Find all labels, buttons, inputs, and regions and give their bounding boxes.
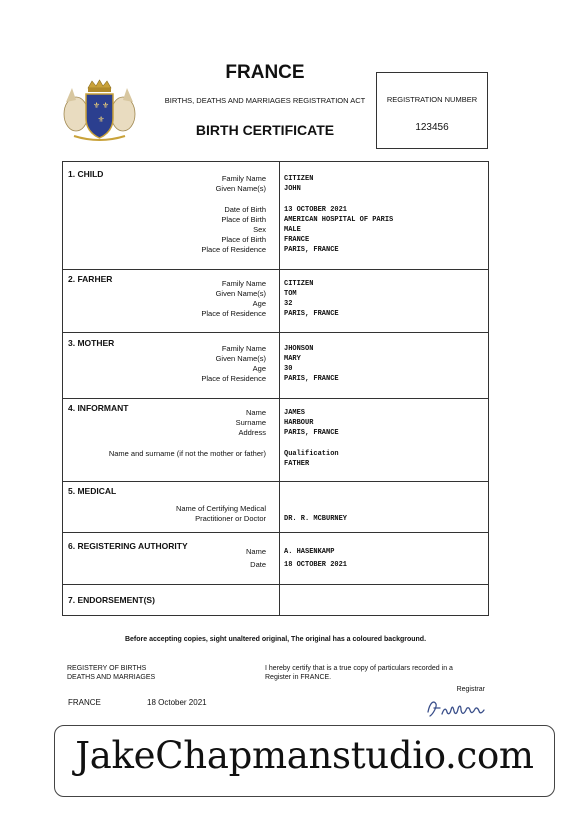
relation-label: Name and surname (if not the mother or father) bbox=[108, 449, 266, 458]
certify-line: I hereby certify that is a true copy of particulars recorded in a bbox=[265, 665, 453, 672]
field-label: Place of Residence bbox=[201, 245, 266, 254]
qualification-label: Qualification bbox=[284, 450, 339, 458]
field-label: Age bbox=[252, 299, 266, 308]
field-value: MALE bbox=[284, 226, 301, 234]
field-label: Place of Residence bbox=[201, 309, 266, 318]
certify-line: Register in FRANCE. bbox=[265, 674, 332, 681]
field-value: PARIS, FRANCE bbox=[284, 246, 339, 254]
field-value: MARY bbox=[284, 355, 301, 363]
field-value: JHONSON bbox=[284, 345, 314, 353]
field-value: JOHN bbox=[284, 185, 301, 193]
row-divider bbox=[63, 481, 488, 482]
field-value: 13 OCTOBER 2021 bbox=[284, 206, 348, 214]
section-informant-heading: 4. INFORMANT bbox=[68, 403, 129, 413]
coat-of-arms-icon bbox=[62, 78, 137, 143]
field-label: Name of Certifying Medical bbox=[175, 504, 266, 513]
field-value: 18 OCTOBER 2021 bbox=[284, 561, 348, 569]
certificate-title: BIRTH CERTIFICATE bbox=[195, 122, 335, 138]
field-label: Surname bbox=[235, 418, 266, 427]
footer-country: FRANCE bbox=[68, 698, 101, 707]
field-value: FRANCE bbox=[284, 236, 310, 244]
field-value: HARBOUR bbox=[284, 419, 314, 427]
registry-line: REGISTERY OF BIRTHS bbox=[67, 665, 147, 672]
qualification-value: FATHER bbox=[284, 460, 310, 468]
section-endorsement-heading: 7. ENDORSEMENT(S) bbox=[68, 595, 155, 605]
field-label: Name bbox=[245, 408, 266, 417]
field-label: Age bbox=[252, 364, 266, 373]
field-label: Place of Residence bbox=[201, 374, 266, 383]
field-value: AMERICAN HOSPITAL OF PARIS bbox=[284, 216, 394, 224]
registration-number-box bbox=[376, 72, 488, 149]
field-label: Family Name bbox=[221, 174, 266, 183]
section-medical-heading: 5. MEDICAL bbox=[68, 486, 117, 496]
field-value: TOM bbox=[284, 290, 297, 298]
row-divider bbox=[63, 269, 488, 270]
field-value: DR. R. MCBURNEY bbox=[284, 515, 348, 523]
row-divider bbox=[63, 532, 488, 533]
field-label: Given Name(s) bbox=[215, 289, 266, 298]
section-child-heading: 1. CHILD bbox=[68, 169, 104, 179]
field-value: A. HASENKAMP bbox=[284, 548, 335, 556]
field-label: Given Name(s) bbox=[215, 354, 266, 363]
svg-text:⚜: ⚜ bbox=[97, 115, 105, 124]
row-divider bbox=[63, 398, 488, 399]
field-label: Practitioner or Doctor bbox=[195, 514, 266, 523]
watermark-banner bbox=[54, 725, 555, 797]
registrar-label: Registrar bbox=[456, 686, 485, 693]
row-divider bbox=[63, 584, 488, 585]
field-label: Name bbox=[245, 547, 266, 556]
certification-block bbox=[265, 664, 487, 682]
column-divider bbox=[279, 162, 280, 615]
field-value: PARIS, FRANCE bbox=[284, 310, 339, 318]
field-label: Date of Birth bbox=[224, 205, 266, 214]
section-authority-heading: 6. REGISTERING AUTHORITY bbox=[68, 541, 188, 551]
registration-number-value: 123456 bbox=[415, 122, 449, 133]
field-value: JAMES bbox=[284, 409, 306, 417]
section-mother-heading: 3. MOTHER bbox=[68, 338, 115, 348]
svg-text:⚜: ⚜ bbox=[102, 101, 110, 110]
footer-date: 18 October 2021 bbox=[147, 698, 207, 707]
footer-note: Before accepting copies, sight unaltered original, The original has a coloured background. bbox=[124, 636, 427, 643]
field-value: PARIS, FRANCE bbox=[284, 375, 339, 383]
registry-block bbox=[67, 664, 155, 682]
document-title: FRANCE bbox=[225, 62, 305, 83]
field-label: Address bbox=[238, 428, 266, 437]
field-label: Family Name bbox=[221, 344, 266, 353]
field-label: Place of Birth bbox=[221, 215, 266, 224]
certificate-table bbox=[62, 161, 489, 616]
field-value: CITIZEN bbox=[284, 175, 314, 183]
field-label: Sex bbox=[253, 225, 266, 234]
svg-text:⚜: ⚜ bbox=[93, 101, 101, 110]
field-label: Given Name(s) bbox=[215, 184, 266, 193]
act-name: BIRTHS, DEATHS AND MARRIAGES REGISTRATION ACT bbox=[164, 96, 366, 105]
field-value: CITIZEN bbox=[284, 280, 314, 288]
section-father-heading: 2. FARHER bbox=[68, 274, 113, 284]
field-label: Date bbox=[250, 560, 266, 569]
field-label: Place of Birth bbox=[221, 235, 266, 244]
field-label: Family Name bbox=[221, 279, 266, 288]
watermark-text: JakeChapmanstudio.com bbox=[75, 734, 534, 777]
registry-line: DEATHS AND MARRIAGES bbox=[67, 674, 156, 681]
registration-number-label: REGISTRATION NUMBER bbox=[386, 95, 478, 104]
field-value: 30 bbox=[284, 365, 293, 373]
registrar-signature bbox=[420, 696, 490, 720]
field-value: PARIS, FRANCE bbox=[284, 429, 339, 437]
row-divider bbox=[63, 332, 488, 333]
field-value: 32 bbox=[284, 300, 293, 308]
